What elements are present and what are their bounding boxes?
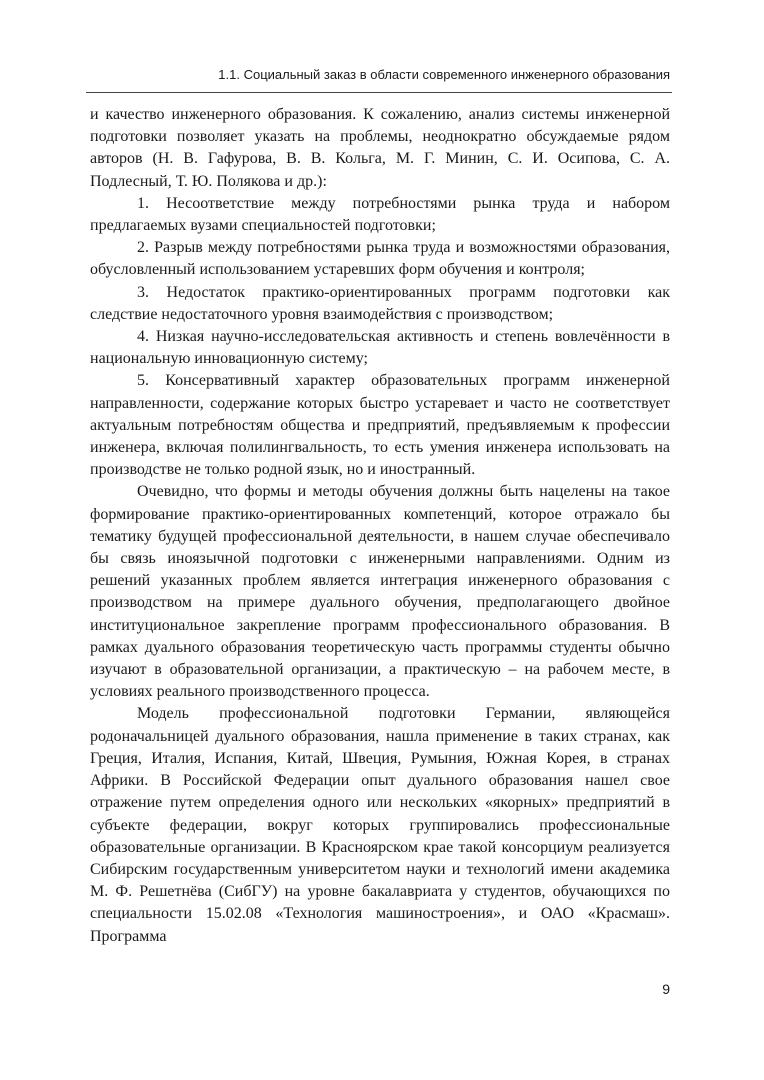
list-item-5: 5. Консервативный характер образовательных программ инженерной направленности, содержание которых быстро устаревает и часто не соответствует актуальным потребностям общества и предприятий, предъявляемым к профессии инженера, включая полилингвальность, то есть умения инженера использовать на производстве не только родной язык, но и иностранный. — [90, 372, 670, 479]
list-item-4: 4. Низкая научно-исследовательская активность и степень вовлечённости в национальную инновационную систему; — [90, 328, 670, 368]
header-rule — [86, 92, 672, 93]
list-item-1: 1. Несоответствие между потребностями рынка труда и набором предлагаемых вузами специальностей подготовки; — [90, 194, 670, 235]
list-item-2: 2. Разрыв между потребностями рынка труда и возможностями образования, обусловленный использованием устаревших форм обучения и контроля; — [90, 239, 670, 279]
page-number: 9 — [662, 981, 670, 997]
list-item-3: 3. Недостаток практико-ориентированных программ подготовки как следствие недостаточного уровня взаимодействия с производством; — [90, 283, 670, 323]
main-text — [90, 104, 670, 948]
body-paragraph-germany-model: Модель профессиональной подготовки Германии, являющейся родоначальницей дуального образования, нашла применение в таких странах, как Греция, Италия, Испания, Китай, Швеция, Румыния, Южная Корея, в странах Африки. В Российской Федерации опыт дуального образования нашел свое отражение путем определения одного или нескольких «якорных» предприятий в субъекте федерации, вокруг которых группировались профессиональные образовательные организации. В Красноярском крае такой консорциум реализуется Сибирским государственным университетом науки и технологий имени академика М. Ф. Решетнёва (СибГУ) на уровне бакалавриата у студентов, обучающихся по специальности 15.02.08 «Технология машиностроения», и ОАО «Красмаш». Программа — [90, 705, 670, 945]
running-header: 1.1. Социальный заказ в области современного инженерного образования — [218, 67, 670, 82]
body-paragraph-dual-education: Очевидно, что формы и методы обучения должны быть нацелены на такое формирование практико-ориентированных компетенций, которое отражало бы тематику будущей профессиональной деятельности, в нашем случае обеспечивало бы связь иноязычной подготовки с инженерными направлениями. Одним из решений указанных проблем является интеграция инженерного образования с производством на примере дуального обучения, предполагающего двойное институциональное закрепление программ профессионального образования. В рамках дуального образования теоретическую часть программы студенты обычно изучают в образовательной организации, а практическую – на рабочем месте, в условиях реального производственного процесса. — [90, 483, 670, 701]
intro-paragraph: и качество инженерного образования. К сожалению, анализ системы инженерной подготовки позволяет указать на проблемы, неоднократно обсуждаемые рядом авторов (Н. В. Гафурова, В. В. Кольга, М. Г. Минин, С. И. Осипова, С. А. Подлесный, Т. Ю. Полякова и др.): — [90, 106, 670, 190]
